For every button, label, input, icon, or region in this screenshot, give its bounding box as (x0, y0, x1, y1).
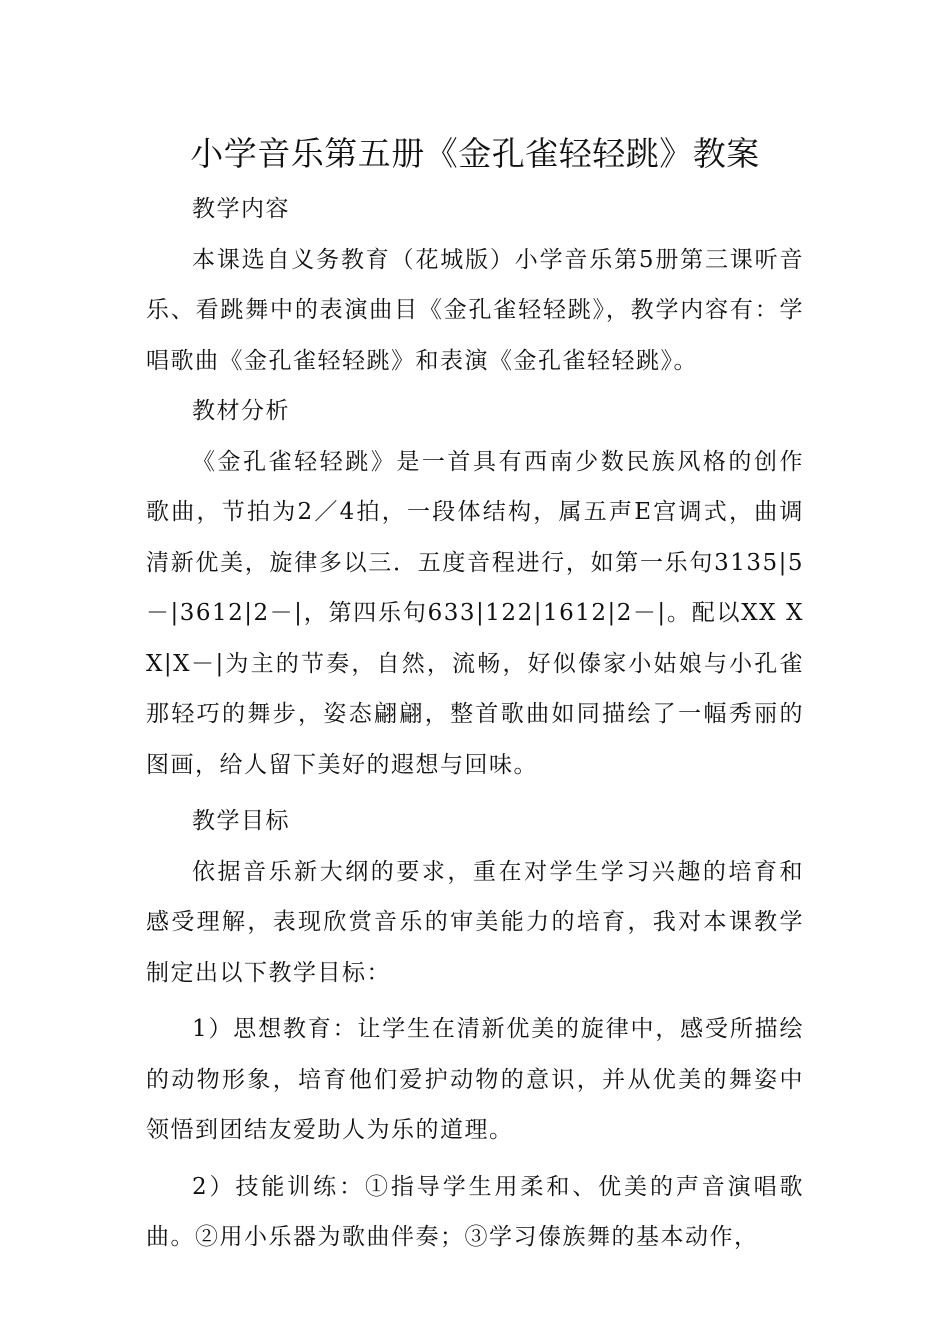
section-heading-analysis: 教材分析 (192, 398, 290, 424)
paragraph-goal-1: 1）思想教育：让学生在清新优美的旋律中，感受所描绘的动物形象，培育他们爱护动物的意识，并从优美的舞姿中领悟到团结友爱助人为乐的道理。 (146, 1016, 804, 1143)
paragraph-goal-2: 2）技能训练：①指导学生用柔和、优美的声音演唱歌曲。②用小乐器为歌曲伴奏；③学习傣族舞的基本动作， (146, 1173, 804, 1250)
document-body (146, 184, 804, 1263)
paragraph-analysis: 《金孔雀轻轻跳》是一首具有西南少数民族风格的创作歌曲，节拍为2／4拍，一段体结构，属五声E宫调式，曲调清新优美，旋律多以三．五度音程进行，如第一乐句3135|5－|3612|2－|，第四乐句633|122|1612|2－|。配以XX X X|X－|为主的节奏，自然，流畅，好似傣家小姑娘与小孔雀那轻巧的舞步，姿态翩翩，整首歌曲如同描绘了一幅秀丽的图画，给人留下美好的遐想与回味。 (146, 448, 804, 778)
section-heading-goals: 教学目标 (192, 808, 290, 834)
section-heading-content: 教学内容 (192, 196, 290, 222)
paragraph-content: 本课选自义务教育（花城版）小学音乐第5册第三课听音乐、看跳舞中的表演曲目《金孔雀轻轻跳》，教学内容有：学唱歌曲《金孔雀轻轻跳》和表演《金孔雀轻轻跳》。 (146, 246, 804, 374)
paragraph-goals: 依据音乐新大纲的要求，重在对学生学习兴趣的培育和感受理解，表现欣赏音乐的审美能力的培育，我对本课教学制定出以下教学目标： (146, 858, 804, 986)
document-title: 小学音乐第五册《金孔雀轻轻跳》教案 (190, 134, 760, 173)
